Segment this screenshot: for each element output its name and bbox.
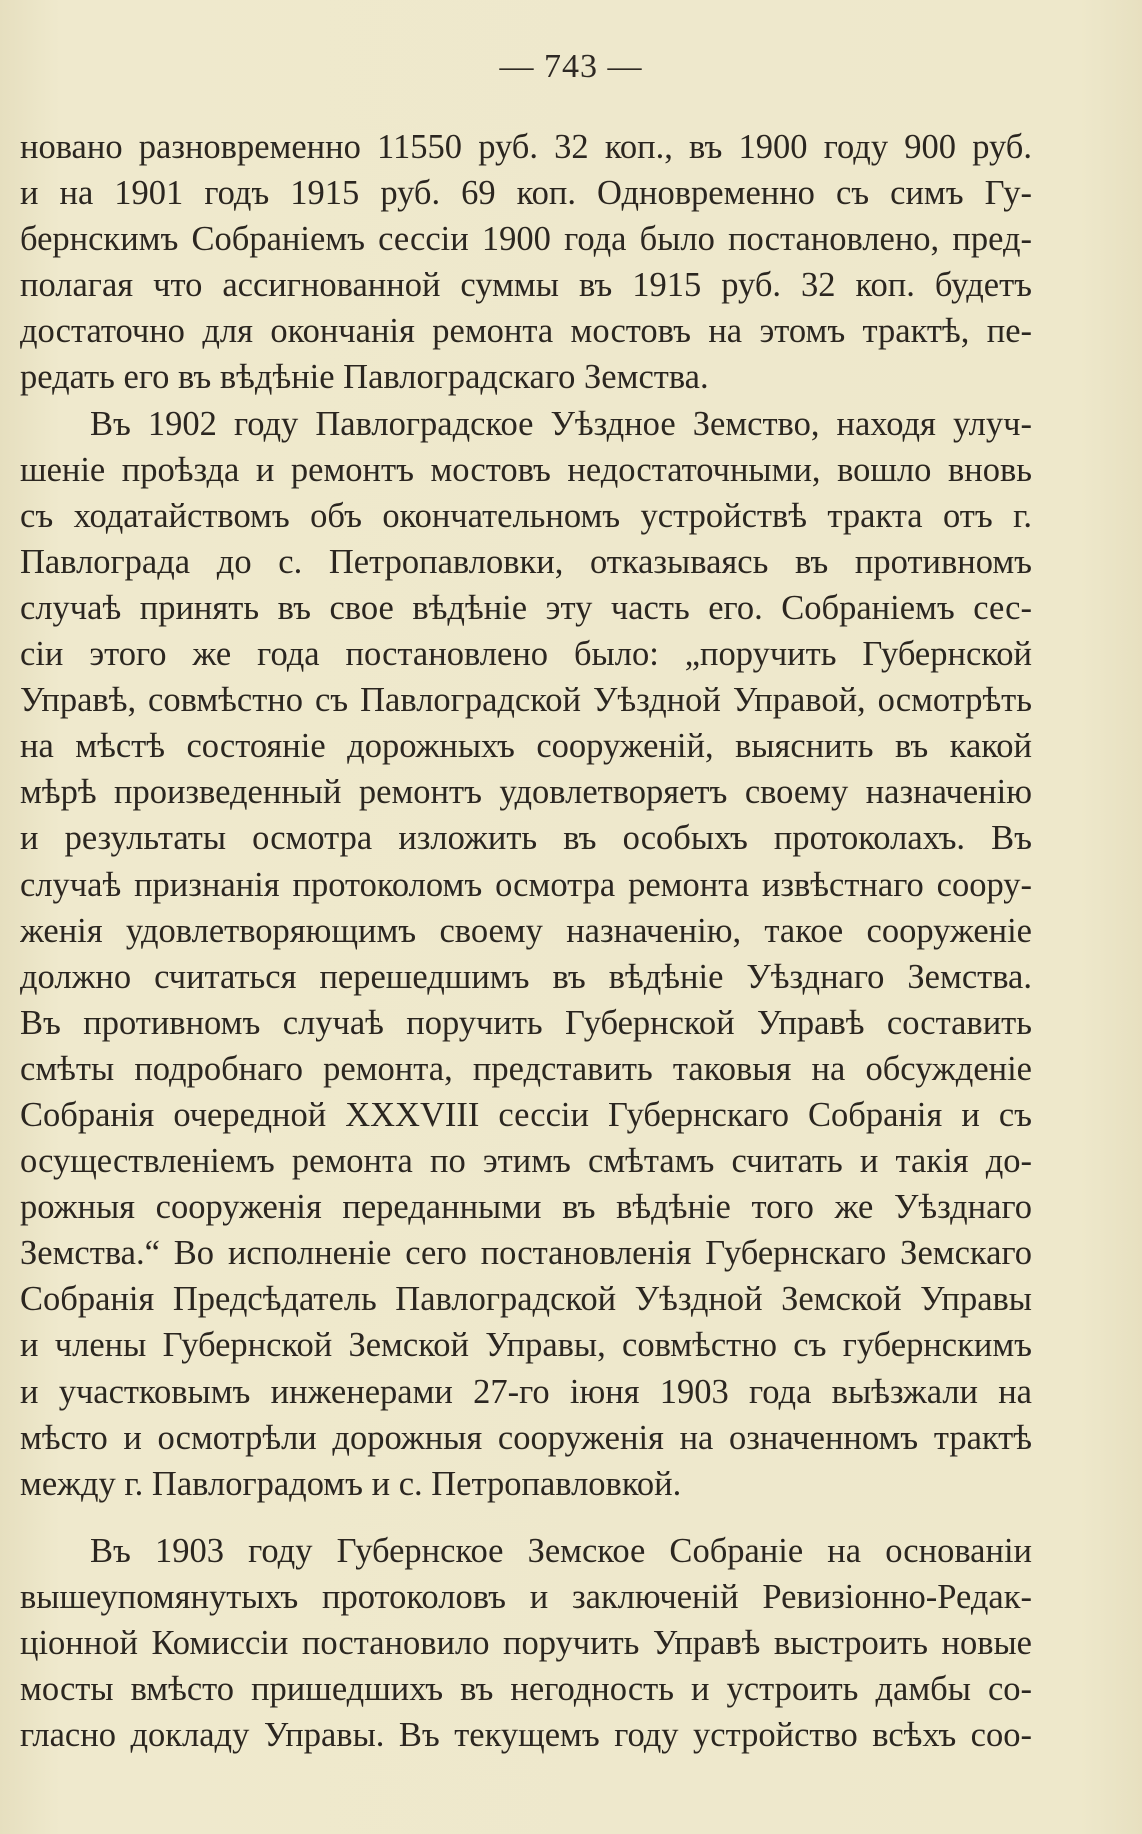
text-line: достаточно для окончанія ремонта мостовъ на этомъ трактѣ, пе- xyxy=(20,312,1032,351)
text-line: Собранія Предсѣдатель Павлоградской Уѣздной Земской Управы xyxy=(20,1280,1032,1319)
text-line: рожныя сооруженія переданными въ вѣдѣніе того же Уѣзднаго xyxy=(20,1188,1032,1227)
text-line: и результаты осмотра изложить въ особыхъ протоколахъ. Въ xyxy=(20,819,1032,858)
text-line: и члены Губернской Земской Управы, совмѣстно съ губернскимъ xyxy=(20,1326,1032,1365)
text-line: редать его въ вѣдѣніе Павлоградскаго Земства. xyxy=(20,358,709,397)
text-line: полагая что ассигнованной суммы въ 1915 руб. 32 коп. будетъ xyxy=(20,266,1032,305)
text-line: вышеупомянутыхъ протоколовъ и заключеній Ревизіонно-Редак- xyxy=(20,1577,1032,1616)
text-line: и участковымъ инженерами 27-го іюня 1903 года выѣзжали на xyxy=(20,1372,1032,1411)
text-line: Въ 1903 году Губернское Земское Собраніе на основаніи xyxy=(90,1531,1032,1570)
text-line: сіи этого же года постановлено было: „поручить Губернской xyxy=(20,635,1032,674)
text-line: Управѣ, совмѣстно съ Павлоградской Уѣздной Управой, осмотрѣть xyxy=(20,681,1032,720)
text-line: ціонной Комиссіи постановило поручить Управѣ выстроить новые xyxy=(20,1624,1032,1662)
text-line: шеніе проѣзда и ремонтъ мостовъ недостаточными, вошло вновь xyxy=(20,450,1032,489)
paragraph-1 xyxy=(20,124,1032,401)
text-line: и на 1901 годъ 1915 руб. 69 коп. Одновременно съ симъ Гу- xyxy=(20,174,1032,213)
text-line: случаѣ признанія протоколомъ осмотра ремонта извѣстнаго соору- xyxy=(20,865,1032,904)
paragraph-3 xyxy=(20,1528,1032,1758)
text-line: мѣсто и осмотрѣли дорожныя сооруженія на означенномъ трактѣ xyxy=(20,1418,1032,1457)
body-text xyxy=(20,124,1032,1758)
text-line: осуществленіемъ ремонта по этимъ смѣтамъ считать и такія до- xyxy=(20,1142,1032,1181)
text-line: мосты вмѣсто пришедшихъ въ негодность и устроить дамбы со- xyxy=(20,1670,1032,1709)
text-line: между г. Павлоградомъ и с. Петропавловкой. xyxy=(20,1464,682,1503)
paragraph-gap xyxy=(20,1507,1032,1528)
text-line: должно считаться перешедшимъ въ вѣдѣніе Уѣзднаго Земства. xyxy=(20,957,1032,996)
text-line: смѣты подробнаго ремонта, представить таковыя на обсужденіе xyxy=(20,1049,1032,1088)
text-line: Въ 1902 году Павлоградское Уѣздное Земство, находя улуч- xyxy=(90,404,1032,443)
text-line: Въ противномъ случаѣ поручить Губернской Управѣ составить xyxy=(20,1003,1032,1042)
text-line: бернскимъ Собраніемъ сессіи 1900 года было постановлено, пред- xyxy=(20,220,1032,259)
text-line: на мѣстѣ состояніе дорожныхъ сооруженій, выяснить въ какой xyxy=(20,727,1032,766)
text-line: женія удовлетворяющимъ своему назначенію, такое сооруженіе xyxy=(20,911,1032,950)
text-line: Собранія очередной XXXVIII сессіи Губернскаго Собранія и съ xyxy=(20,1095,1032,1134)
text-line: новано разновременно 11550 руб. 32 коп., въ 1900 году 900 руб. xyxy=(20,128,1032,166)
text-line: гласно докладу Управы. Въ текущемъ году устройство всѣхъ соо- xyxy=(20,1716,1032,1755)
text-line: случаѣ принять въ свое вѣдѣніе эту часть его. Собраніемъ сес- xyxy=(20,588,1032,627)
text-line: съ ходатайствомъ объ окончательномъ устройствѣ тракта отъ г. xyxy=(20,496,1032,535)
text-line: мѣрѣ произведенный ремонтъ удовлетворяетъ своему назначенію xyxy=(20,773,1032,812)
paragraph-2 xyxy=(20,401,1032,1507)
text-line: Земства.“ Во исполненіе сего постановленія Губернскаго Земскаго xyxy=(20,1234,1032,1273)
text-line: Павлограда до с. Петропавловки, отказываясь въ противномъ xyxy=(20,542,1032,581)
page-number: — 743 — xyxy=(499,48,643,85)
